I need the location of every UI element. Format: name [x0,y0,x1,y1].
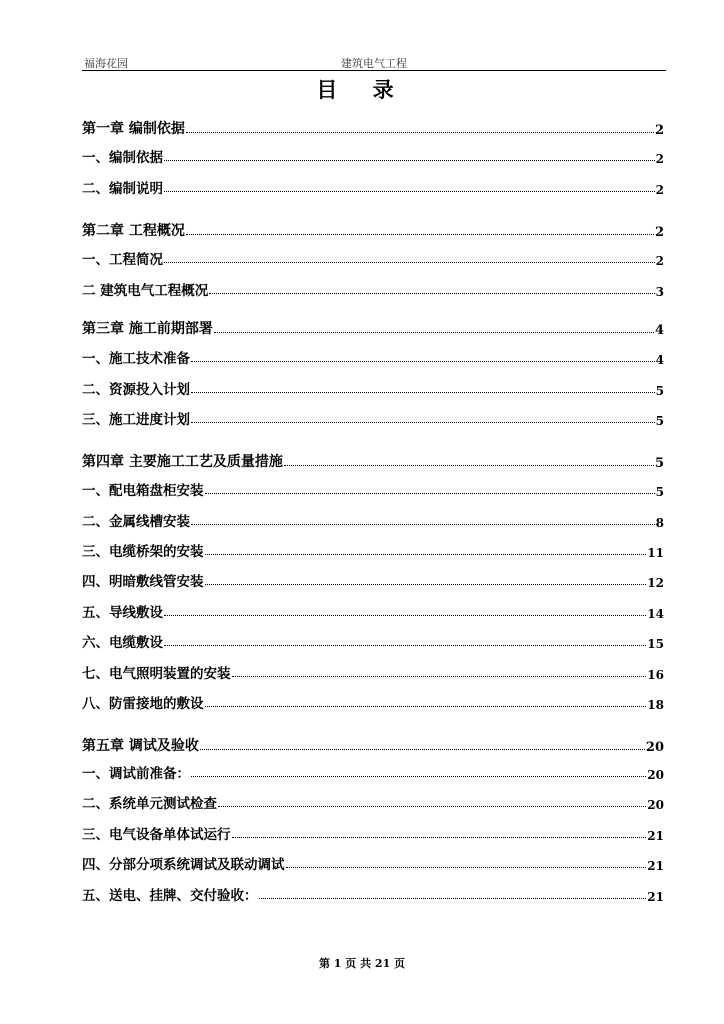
toc-entry-page: 2 [655,152,664,166]
toc-entry-page: 2 [655,254,664,268]
toc-entry-page: 5 [655,485,664,499]
toc-entry-label: 二、系统单元测试检查 [82,796,217,812]
toc-entry-label: 一、调试前准备： [82,766,190,782]
toc-entry-label: 五、导线敷设 [82,605,163,621]
toc-entry-label: 五、送电、挂牌、交付验收： [82,888,258,904]
toc-entry[interactable] [82,662,664,682]
toc-entry[interactable] [82,248,664,268]
toc-entry-page: 2 [654,123,664,138]
toc-entry-label: 第一章 编制依据 [82,121,185,137]
dot-leader [232,675,647,677]
toc-entry[interactable] [82,570,664,590]
dot-leader [286,866,647,868]
dot-leader [186,131,654,133]
toc-entry-label: 第五章 调试及验收 [82,738,199,754]
toc-entry-label: 一、编制依据 [82,150,163,166]
toc-entry-label: 二、编制说明 [82,181,163,197]
header-document-name: 建筑电气工程 [341,57,407,70]
toc-entry-page: 5 [654,456,664,471]
toc-entry-page: 12 [647,576,664,590]
toc-entry-label: 第二章 工程概况 [82,223,185,239]
toc-entry[interactable] [82,823,664,843]
toc-entry-page: 5 [655,414,664,428]
toc-entry-page: 20 [647,798,664,812]
toc-entry[interactable] [82,692,664,712]
toc-entry[interactable] [82,601,664,621]
toc-entry[interactable] [82,347,664,367]
page-title: 目 录 [316,77,408,102]
toc-entry-label: 六、电缆敷设 [82,635,163,651]
toc-entry[interactable] [82,177,664,197]
dot-leader [164,644,646,646]
dot-leader [186,233,654,235]
toc-entry-chapter-4[interactable] [82,451,664,471]
toc-entry[interactable] [82,408,664,428]
toc-entry-page: 4 [655,353,664,367]
toc-entry-label: 八、防雷接地的敷设 [82,696,204,712]
toc-entry-page: 20 [647,768,664,782]
toc-entry[interactable] [82,762,664,782]
toc-entry-label: 三、电缆桥架的安装 [82,544,204,560]
dot-leader [218,805,646,807]
header-project-name: 福海花园 [84,57,128,70]
page-footer-page-number: 第 1 页 共 21 页 [318,957,406,970]
toc-entry[interactable] [82,540,664,560]
toc-entry[interactable] [82,631,664,651]
toc-entry-label: 七、电气照明装置的安装 [82,666,231,682]
toc-entry-page: 18 [647,698,664,712]
dot-leader [164,614,646,616]
toc-entry-page: 5 [655,384,664,398]
dot-leader [191,421,655,423]
toc-entry-label: 三、电气设备单体试运行 [82,827,231,843]
toc-entry-page: 21 [647,829,664,843]
dot-leader [209,292,654,294]
toc-entry-label: 第三章 施工前期部署 [82,321,213,337]
toc-entry-page: 21 [647,890,664,904]
toc-entry-chapter-3[interactable] [82,318,664,338]
dot-leader [164,159,655,161]
toc-entry[interactable] [82,479,664,499]
dot-leader [205,553,647,555]
toc-entry-page: 14 [647,607,664,621]
toc-entry-page: 11 [647,546,664,560]
dot-leader [205,705,647,707]
toc-entry-page: 8 [655,516,664,530]
toc-entry-page: 4 [654,323,664,338]
dot-leader [191,391,655,393]
toc-entry[interactable] [82,792,664,812]
toc-entry-page: 16 [647,668,664,682]
toc-entry-chapter-2[interactable] [82,220,664,240]
dot-leader [205,583,647,585]
toc-entry[interactable] [82,853,664,873]
toc-entry[interactable] [82,279,664,299]
toc-entry-label: 四、明暗敷线管安装 [82,574,204,590]
toc-entry-page: 2 [654,225,664,240]
toc-entry-label: 第四章 主要施工工艺及质量措施 [82,454,283,470]
toc-entry-chapter-5[interactable] [82,735,664,755]
dot-leader [191,775,646,777]
dot-leader [205,492,655,494]
dot-leader [214,331,654,333]
dot-leader [164,190,655,192]
dot-leader [259,897,647,899]
toc-entry-label: 二 建筑电气工程概况 [82,283,209,299]
toc-entry-label: 一、工程简况 [82,252,163,268]
toc-entry-page: 20 [645,740,664,755]
toc-entry-page: 3 [655,285,664,299]
toc-entry-chapter-1[interactable] [82,118,664,138]
toc-entry[interactable] [82,146,664,166]
dot-leader [200,748,645,750]
toc-entry-label: 一、配电箱盘柜安装 [82,483,204,499]
toc-entry-label: 二、金属线槽安装 [82,514,190,530]
toc-entry-label: 四、分部分项系统调试及联动调试 [82,857,285,873]
toc-entry-label: 二、资源投入计划 [82,382,190,398]
table-of-contents [82,0,664,1024]
toc-entry[interactable] [82,884,664,904]
dot-leader [284,464,654,466]
toc-entry-page: 2 [655,183,664,197]
dot-leader [164,261,655,263]
toc-entry[interactable] [82,378,664,398]
toc-entry-page: 15 [647,637,664,651]
dot-leader [232,836,647,838]
dot-leader [191,523,655,525]
toc-entry-label: 一、施工技术准备 [82,351,190,367]
toc-entry-page: 21 [647,859,664,873]
toc-entry[interactable] [82,510,664,530]
toc-entry-label: 三、施工进度计划 [82,412,190,428]
dot-leader [191,360,655,362]
